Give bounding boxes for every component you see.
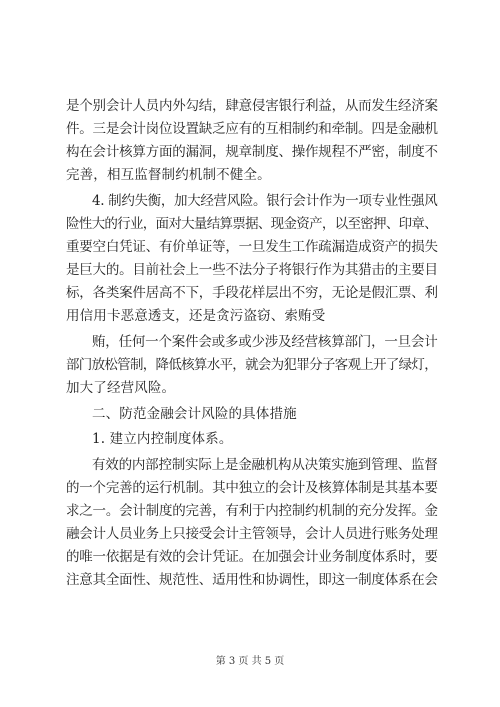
text-line: 标，各类案件居高不下，手段花样层出不穷，无论是假汇票、利 [66,285,438,301]
text-line: 件。三是会计岗位设置缺乏应有的互相制约和牵制。四是金融机 [66,121,438,137]
text-line: 构在会计核算方面的漏洞，规章制度、操作规程不严密，制度不 [66,144,438,160]
section-heading: 二、防范金融会计风险的具体措施 [92,406,297,422]
text-line: 部门放松管制，降低核算水平，就会为犯罪分子客观上开了绿灯， [66,357,437,373]
subsection-heading: 1. 建立内控制度体系。 [92,431,233,447]
text-line: 注意其全面性、规范性、适用性和协调性，即这一制度体系在会 [66,572,438,588]
page-number: 第 3 页 共 5 页 [215,656,285,667]
text-line: 求之一。会计制度的完善，有利于内控制约机制的充分发挥。金 [66,503,438,519]
text-line: 完善，相互监督制约机制不健全。 [66,167,271,183]
text-line: 有效的内部控制实际上是金融机构从决策实施到管理、监督 [92,457,438,473]
text-line: 险性大的行业，面对大量结算票据、现金资产，以至密押、印章、 [66,216,437,232]
text-line: 贿，任何一个案件会或多或少涉及经营核算部门，一旦会计 [92,334,438,350]
text-line: 融会计人员业务上只接受会计主管领导，会计人员进行账务处理 [66,526,438,542]
text-line: 重要空白凭证、有价单证等，一旦发生工作疏漏造成资产的损失 [66,239,438,255]
text-line: 加大了经营风险。 [66,380,176,396]
text-line: 是巨大的。目前社会上一些不法分子将银行作为其猎击的主要目 [66,262,438,278]
text-line: 是个别会计人员内外勾结，肆意侵害银行利益，从而发生经济案 [66,98,438,114]
text-line: 的一个完善的运行机制。其中独立的会计及核算体制是其基本要 [66,480,438,496]
text-line: 4. 制约失衡，加大经营风险。银行会计作为一项专业性强风 [92,193,438,209]
text-line: 用信用卡恶意透支，还是贪污盗窃、索贿受 [66,308,326,324]
text-line: 的唯一依据是有效的会计凭证。在加强会计业务制度体系时，要 [66,549,438,565]
